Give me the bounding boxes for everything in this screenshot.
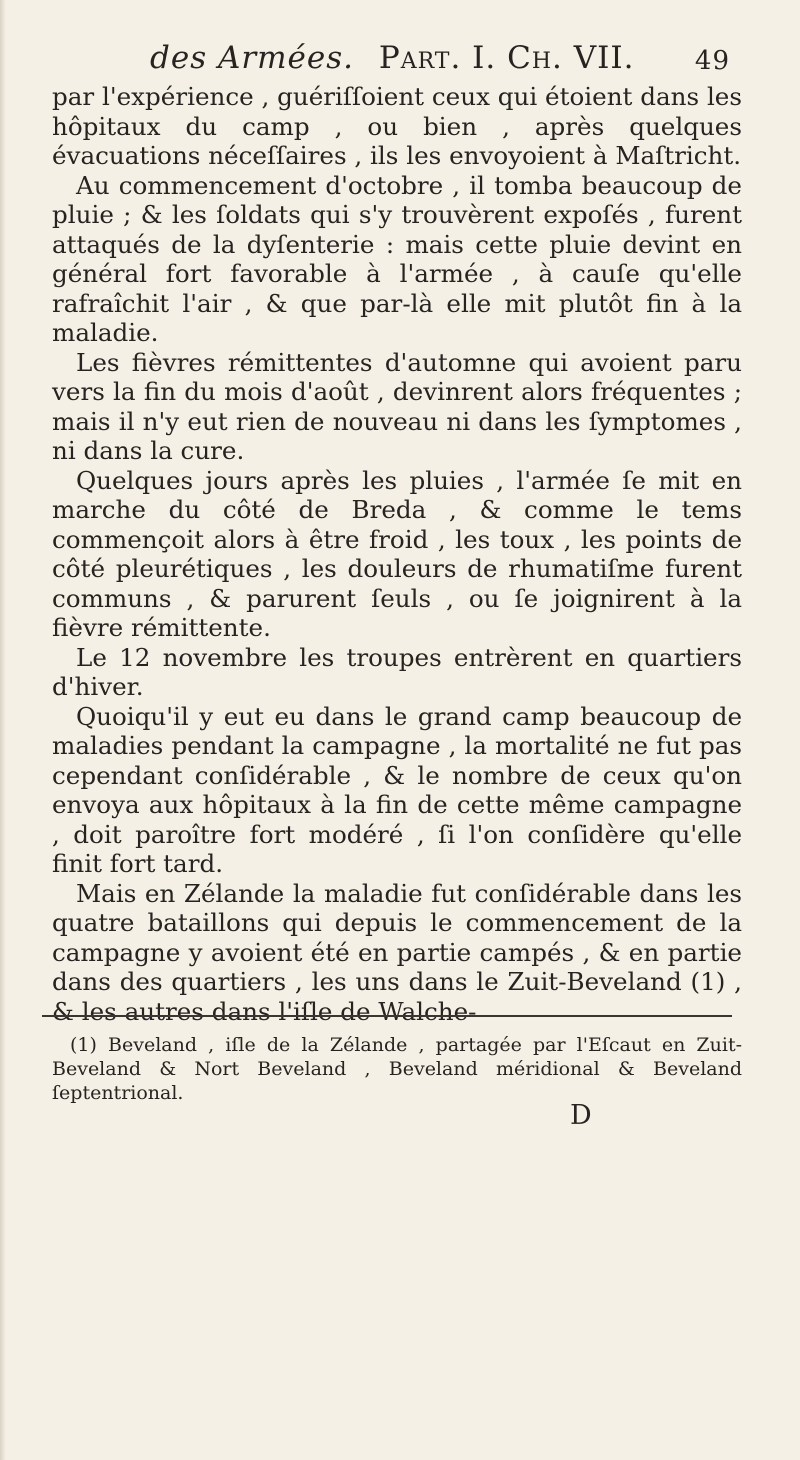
paragraph: par l'expérience , guériſſoient ceux qui étoient dans les hôpitaux du camp , ou bien , après quelques évacuations néceſſaires , ils les envoyoient à Maſtricht. bbox=[52, 82, 742, 170]
page-number: 49 bbox=[694, 46, 730, 76]
paragraph: Quelques jours après les pluies , l'armée ſe mit en marche du côté de Breda , & comme le tems commençoit alors à être froid , les toux , les points de côté pleurétiques , les douleurs de rhumatiſme furent communs , & parurent ſeuls , ou ſe joignirent à la fièvre rémittente. bbox=[52, 465, 742, 642]
part-chapter: Part. I. Ch. VII. bbox=[378, 40, 635, 76]
page-gutter-shadow bbox=[0, 0, 6, 1460]
footnote bbox=[52, 1033, 742, 1105]
paragraph: Au commencement d'octobre , il tomba beaucoup de pluie ; & les ſoldats qui s'y trouvèrent expoſés , furent attaqués de la dyſenterie : mais cette pluie devint en général fort favorable à l'armée , à cauſe qu'elle rafraîchit l'air , & que par-là elle mit plutôt fin à la maladie. bbox=[52, 170, 742, 347]
running-header bbox=[150, 40, 730, 76]
paragraph: Le 12 novembre les troupes entrèrent en quartiers d'hiver. bbox=[52, 642, 742, 701]
main-text bbox=[52, 82, 742, 1026]
footnote-text: (1) Beveland , iſle de la Zélande , partagée par l'Eſcaut en Zuit-Beveland & Nort Beveland , Beveland méridional & Beveland ſeptentrional. bbox=[52, 1034, 742, 1104]
running-title: des Armées. bbox=[150, 40, 355, 76]
signature-mark: D bbox=[570, 1100, 592, 1131]
footnote-divider bbox=[42, 1015, 732, 1017]
paragraph: Quoiqu'il y eut eu dans le grand camp beaucoup de maladies pendant la campagne , la mortalité ne fut pas cependant conſidérable , & le nombre de ceux qu'on envoya aux hôpitaux à la fin de cette même campagne , doit paroître fort modéré , ſi l'on conſidère qu'elle finit fort tard. bbox=[52, 701, 742, 878]
paragraph: Mais en Zélande la maladie fut conſidérable dans les quatre bataillons qui depuis le commencement de la campagne y avoient été en partie campés , & en partie dans des quartiers , les uns dans le Zuit-Beveland (1) , & les autres dans l'iſle de Walche- bbox=[52, 878, 742, 1026]
paragraph: Les fièvres rémittentes d'automne qui avoient paru vers la fin du mois d'août , devinrent alors fréquentes ; mais il n'y eut rien de nouveau ni dans les ſymptomes , ni dans la cure. bbox=[52, 347, 742, 465]
